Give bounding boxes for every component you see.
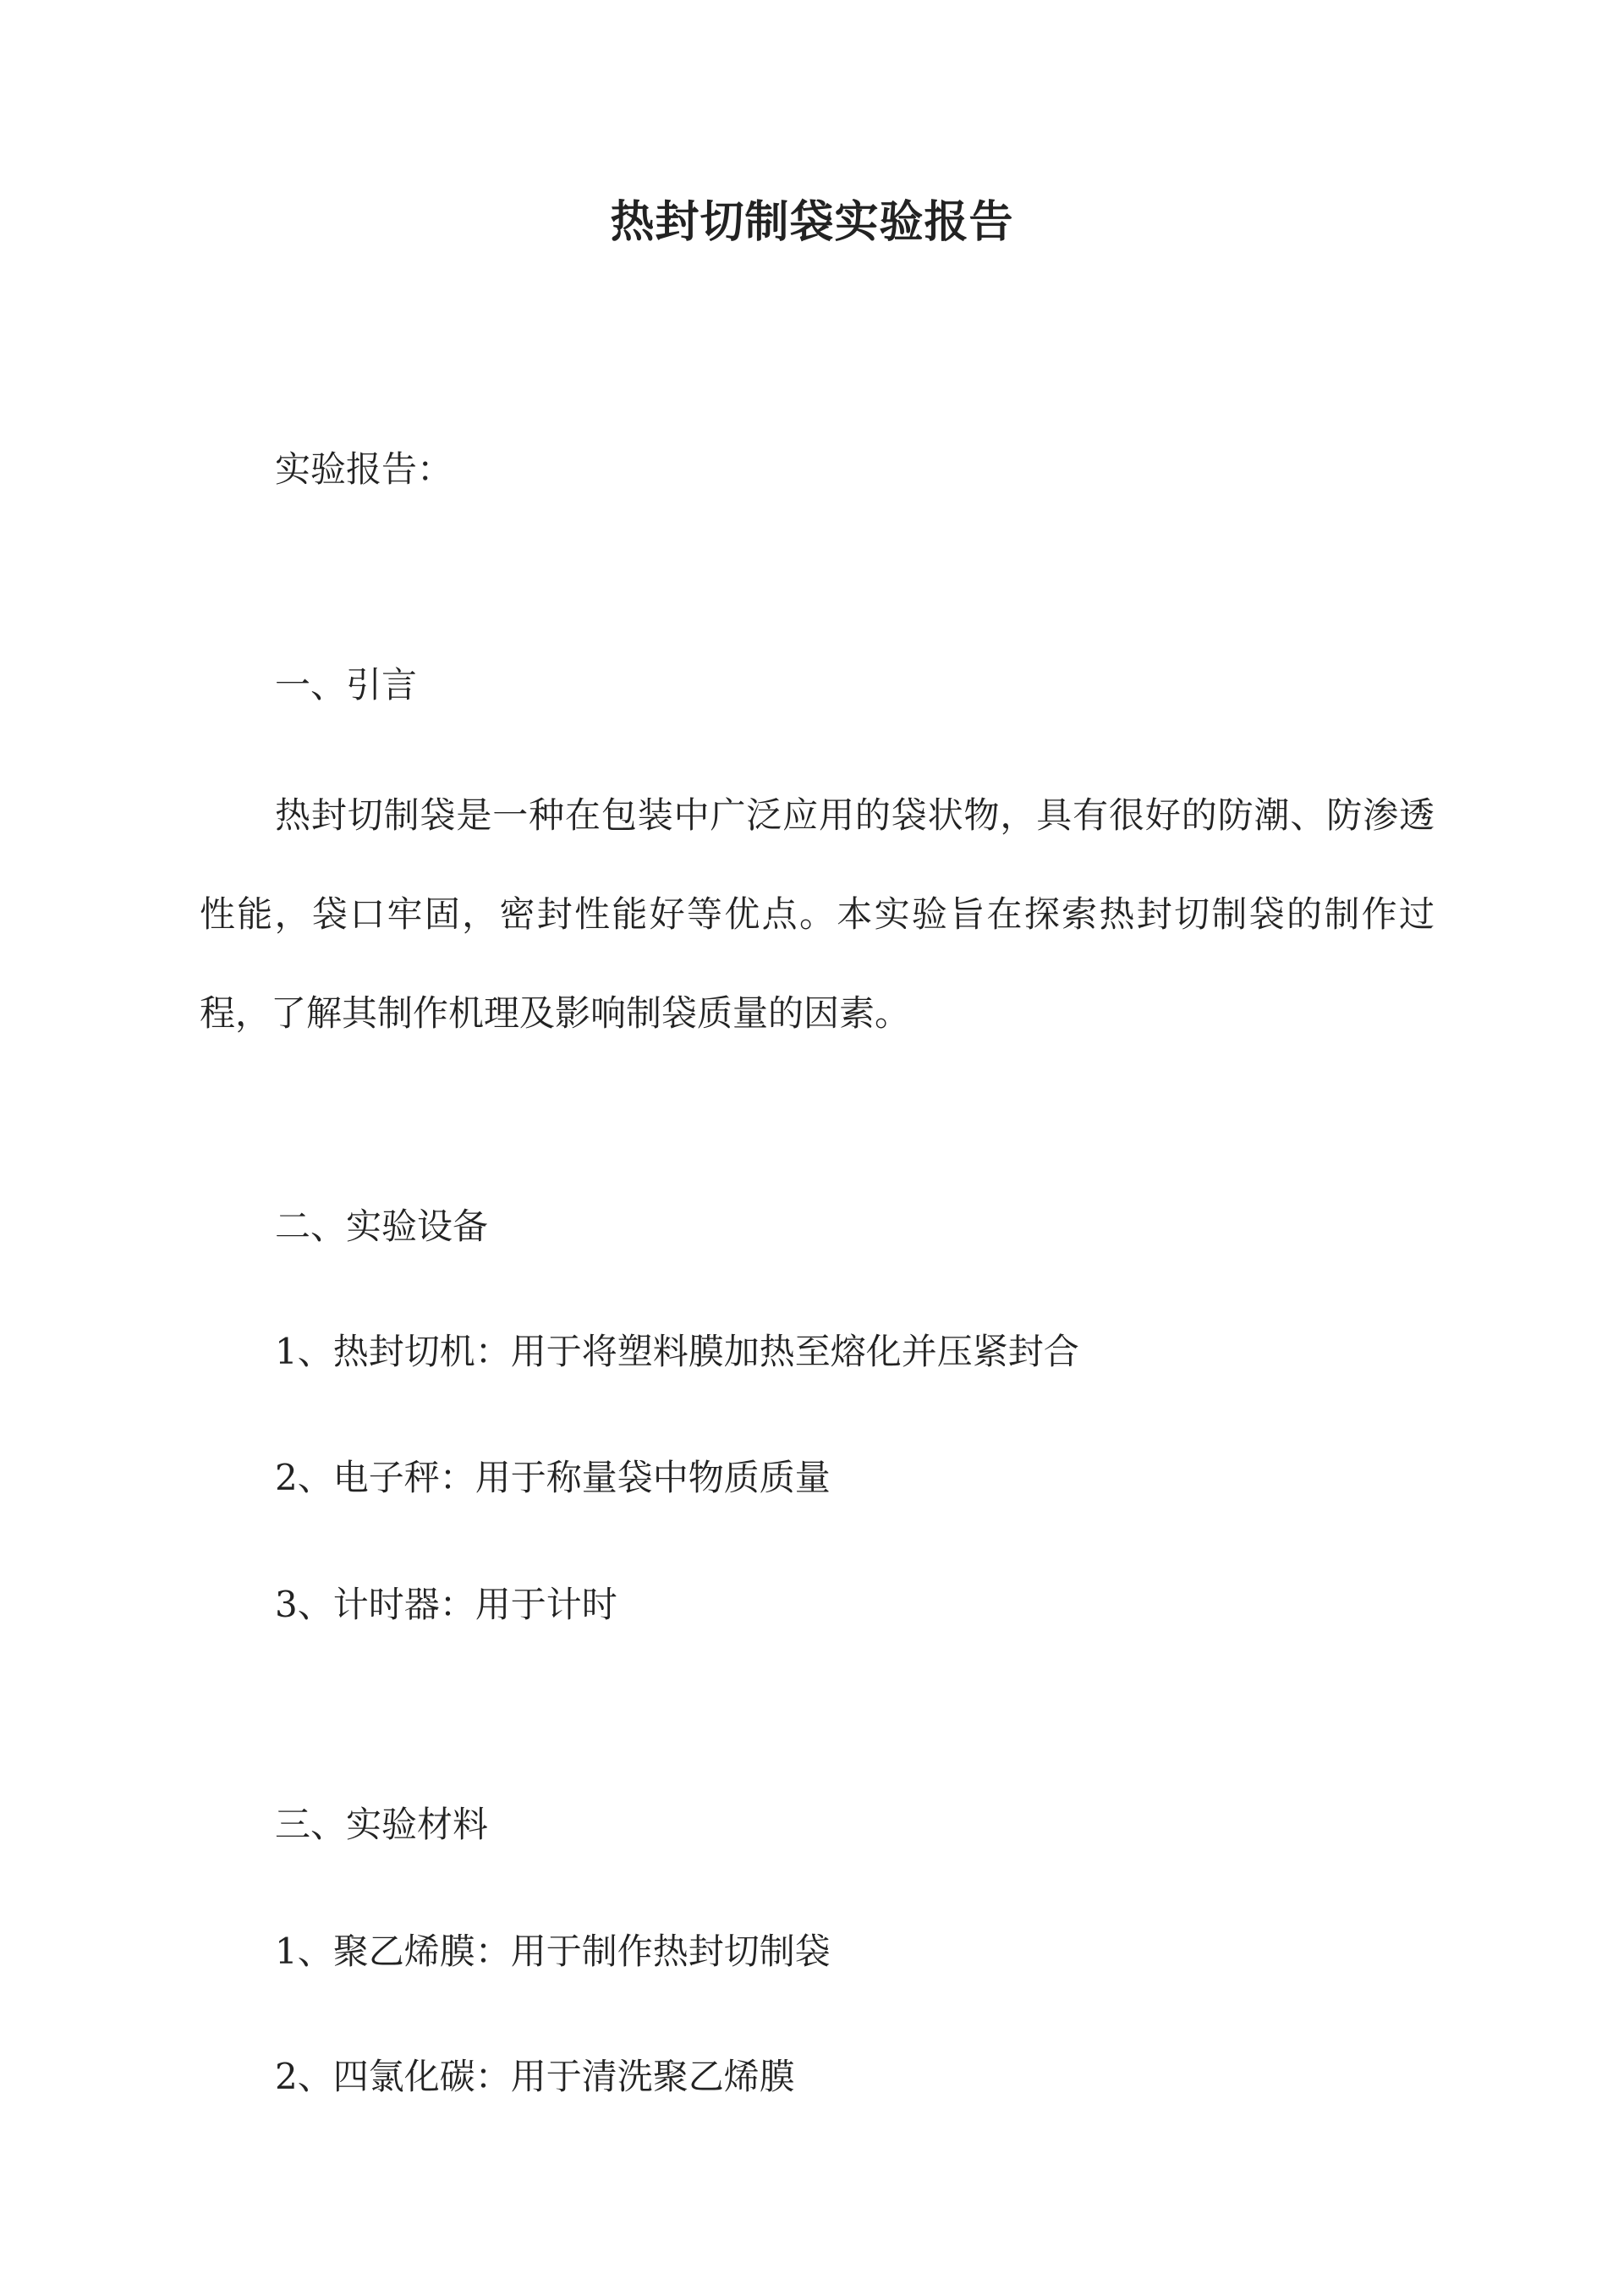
equipment-item-1: 1、热封切机：用于将塑料膜加热至熔化并压紧封合: [275, 1331, 1079, 1372]
equipment-item-2: 2、电子秤：用于称量袋中物质质量: [275, 1457, 831, 1498]
equipment-item-3: 3、计时器：用于计时: [275, 1584, 617, 1625]
document-title: 热封切制袋实验报告: [610, 196, 1014, 248]
intro-paragraph: 热封切制袋是一种在包装中广泛应用的袋状物，具有很好的防潮、防渗透性能，袋口牢固，密封性能好等优点。本实验旨在探索热封切制袋的制作过程，了解其制作机理及影响制袋质量的因素。: [200, 794, 1435, 1034]
section-heading-equipment: 二、实验设备: [275, 1206, 489, 1247]
section-heading-intro: 一、引言: [275, 664, 418, 706]
materials-item-1: 1、聚乙烯膜：用于制作热封切制袋: [275, 1931, 831, 1972]
report-label: 实验报告：: [275, 448, 453, 490]
section-heading-materials: 三、实验材料: [275, 1804, 489, 1845]
materials-item-2: 2、四氯化碳：用于清洗聚乙烯膜: [275, 2056, 795, 2097]
